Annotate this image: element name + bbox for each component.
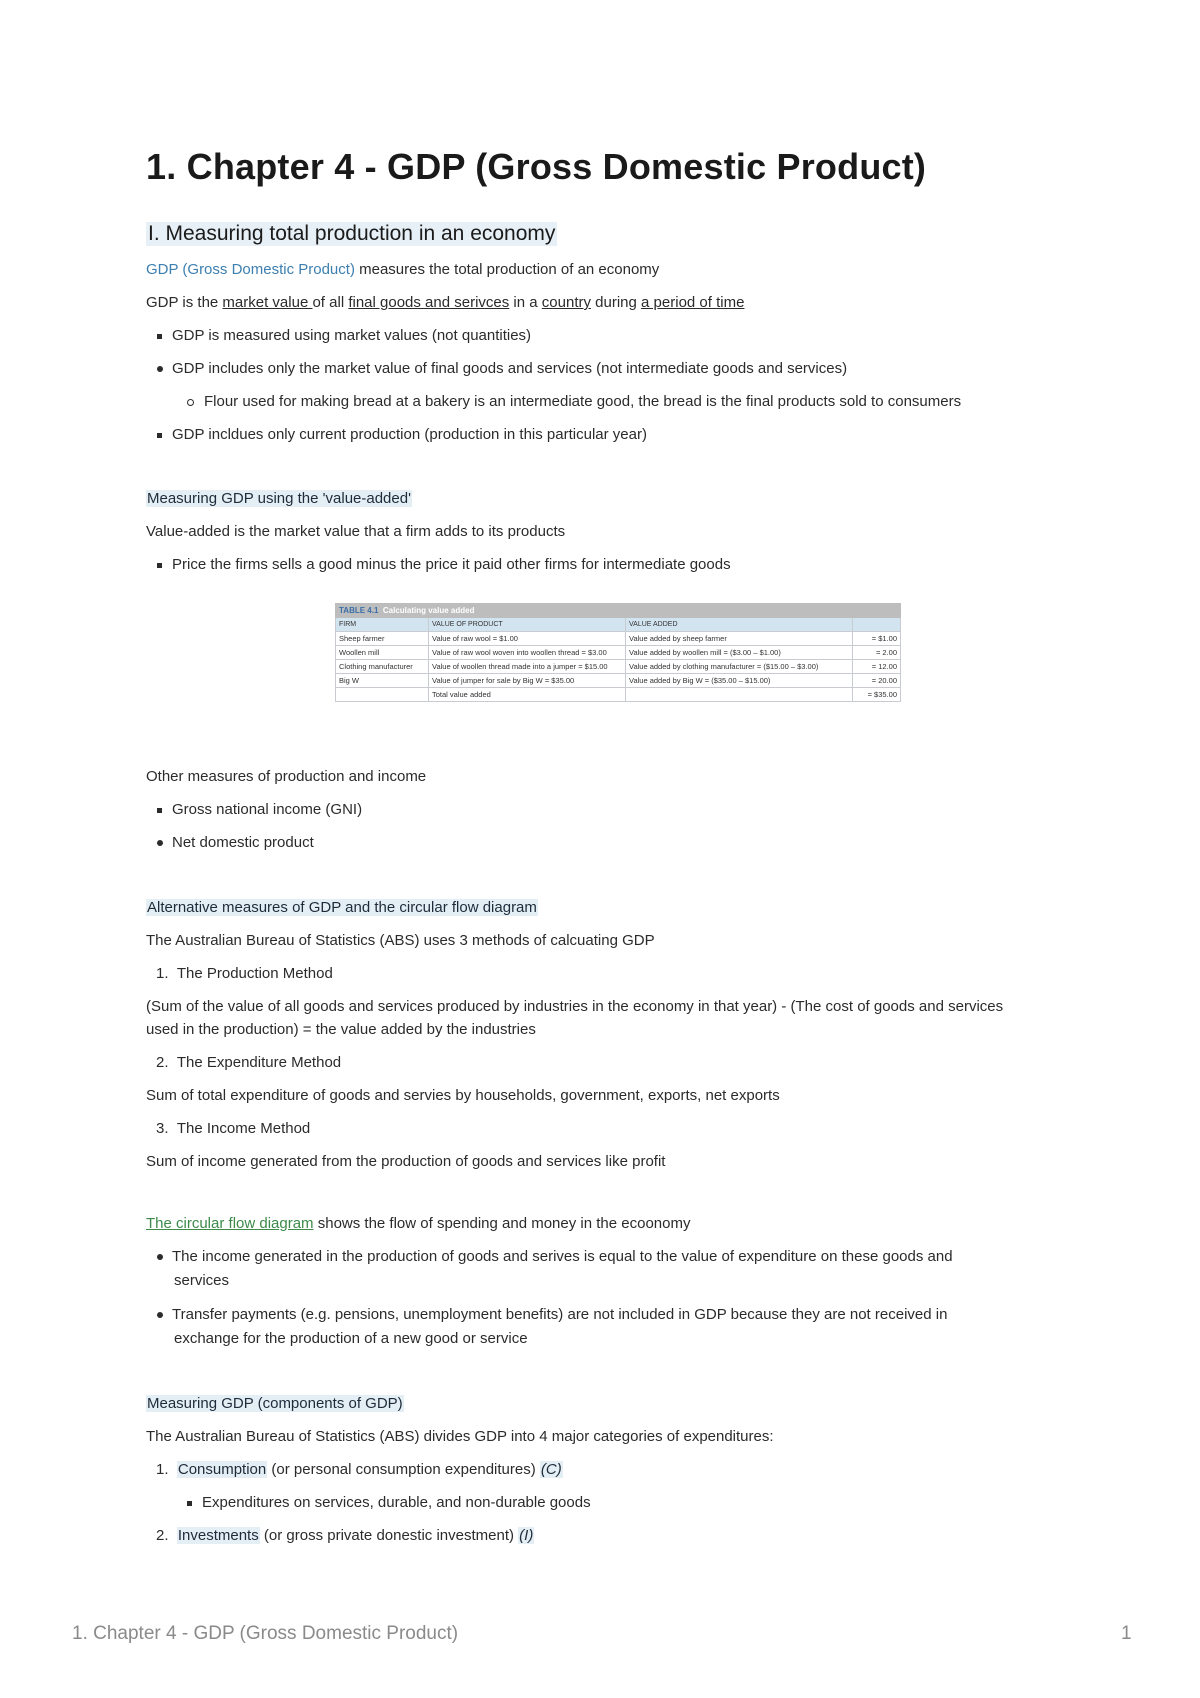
square-bullet-icon xyxy=(157,563,162,568)
square-bullet-icon xyxy=(157,808,162,813)
other-measures-intro: Other measures of production and income xyxy=(146,768,427,785)
component-consumption: 1. Consumption (or personal consumption expenditures) (C) xyxy=(156,1461,562,1478)
list-item: Flour used for making bread at a bakery is an intermediate good, the bread is the final products sold to consumers xyxy=(187,393,961,410)
value-added-heading: Measuring GDP using the 'value-added' xyxy=(147,490,411,507)
dot-bullet-icon xyxy=(157,366,163,372)
table-row: Clothing manufacturer Value of woollen thread made into a jumper = $15.00 Value added by clothing manufacturer = ($15.00 – $3.00) = 12.00 xyxy=(336,660,901,674)
table-row: Total value added = $35.00 xyxy=(336,688,901,702)
value-added-table xyxy=(335,603,901,702)
method-1: 1. The Production Method xyxy=(156,965,333,982)
table-caption: TABLE 4.1 Calculating value added xyxy=(336,604,901,618)
circular-flow-intro: The circular flow diagram shows the flow of spending and money in the ecoonomy xyxy=(146,1215,691,1232)
table-row: Woollen mill Value of raw wool woven into woollen thread = $3.00 Value added by woollen mill = ($3.00 – $1.00) = 2.00 xyxy=(336,646,901,660)
table-row: Big W Value of jumper for sale by Big W = $35.00 Value added by Big W = ($35.00 – $15.00) = 20.00 xyxy=(336,674,901,688)
list-item: The income generated in the production of goods and serives is equal to the value of expenditure on these goods and xyxy=(157,1248,953,1265)
square-bullet-icon xyxy=(157,433,162,438)
list-item: Expenditures on services, durable, and non-durable goods xyxy=(187,1494,591,1511)
list-item-continuation: exchange for the production of a new good or service xyxy=(174,1330,528,1347)
components-intro: The Australian Bureau of Statistics (ABS) divides GDP into 4 major categories of expenditures: xyxy=(146,1428,774,1445)
gdp-definition-2: GDP is the market value of all final goods and serivces in a country during a period of time xyxy=(146,294,745,311)
page-title: 1. Chapter 4 - GDP (Gross Domestic Product) xyxy=(146,146,927,187)
method-3: 3. The Income Method xyxy=(156,1120,311,1137)
gdp-term: GDP (Gross Domestic Product) xyxy=(146,261,355,278)
list-item: Gross national income (GNI) xyxy=(157,801,362,818)
circle-bullet-icon xyxy=(187,399,194,406)
method-2: 2. The Expenditure Method xyxy=(156,1054,342,1071)
method-1-desc-line2: used in the production) = the value added by the industries xyxy=(146,1021,536,1038)
list-item-continuation: services xyxy=(174,1272,230,1289)
square-bullet-icon xyxy=(157,334,162,339)
gdp-definition: GDP (Gross Domestic Product) measures the total production of an economy xyxy=(146,261,660,278)
alternative-intro: The Australian Bureau of Statistics (ABS) uses 3 methods of calcuating GDP xyxy=(146,932,655,949)
section-heading-measuring: I. Measuring total production in an economy xyxy=(148,222,556,245)
table-row: Sheep farmer Value of raw wool = $1.00 Value added by sheep farmer = $1.00 xyxy=(336,632,901,646)
method-1-desc-line1: (Sum of the value of all goods and services produced by industries in the economy in that year) - (The cost of goods and services xyxy=(146,998,1004,1015)
method-2-desc: Sum of total expenditure of goods and servies by households, government, exports, net exports xyxy=(146,1087,780,1104)
list-item: GDP is measured using market values (not quantities) xyxy=(157,327,531,344)
dot-bullet-icon xyxy=(157,840,163,846)
footer-page-number: 1 xyxy=(1121,1623,1132,1644)
list-item: GDP includes only the market value of final goods and services (not intermediate goods and services) xyxy=(157,360,847,377)
alternative-heading: Alternative measures of GDP and the circular flow diagram xyxy=(147,899,537,916)
dot-bullet-icon xyxy=(157,1312,163,1318)
list-item: Price the firms sells a good minus the price it paid other firms for intermediate goods xyxy=(157,556,731,573)
component-investments: 2. Investments (or gross private donestic investment) (I) xyxy=(156,1527,534,1544)
value-added-definition: Value-added is the market value that a firm adds to its products xyxy=(146,523,566,540)
components-heading: Measuring GDP (components of GDP) xyxy=(147,1395,403,1412)
table-header-row: FIRM VALUE OF PRODUCT VALUE ADDED xyxy=(336,618,901,632)
method-3-desc: Sum of income generated from the production of goods and services like profit xyxy=(146,1153,666,1170)
list-item: Transfer payments (e.g. pensions, unemployment benefits) are not included in GDP because they are not received in xyxy=(157,1306,947,1323)
list-item: GDP incldues only current production (production in this particular year) xyxy=(157,426,647,443)
footer-title: 1. Chapter 4 - GDP (Gross Domestic Product) xyxy=(72,1623,459,1644)
list-item: Net domestic product xyxy=(157,834,314,851)
dot-bullet-icon xyxy=(157,1254,163,1260)
square-bullet-icon xyxy=(187,1501,192,1506)
circular-flow-link[interactable]: The circular flow diagram xyxy=(146,1215,314,1232)
